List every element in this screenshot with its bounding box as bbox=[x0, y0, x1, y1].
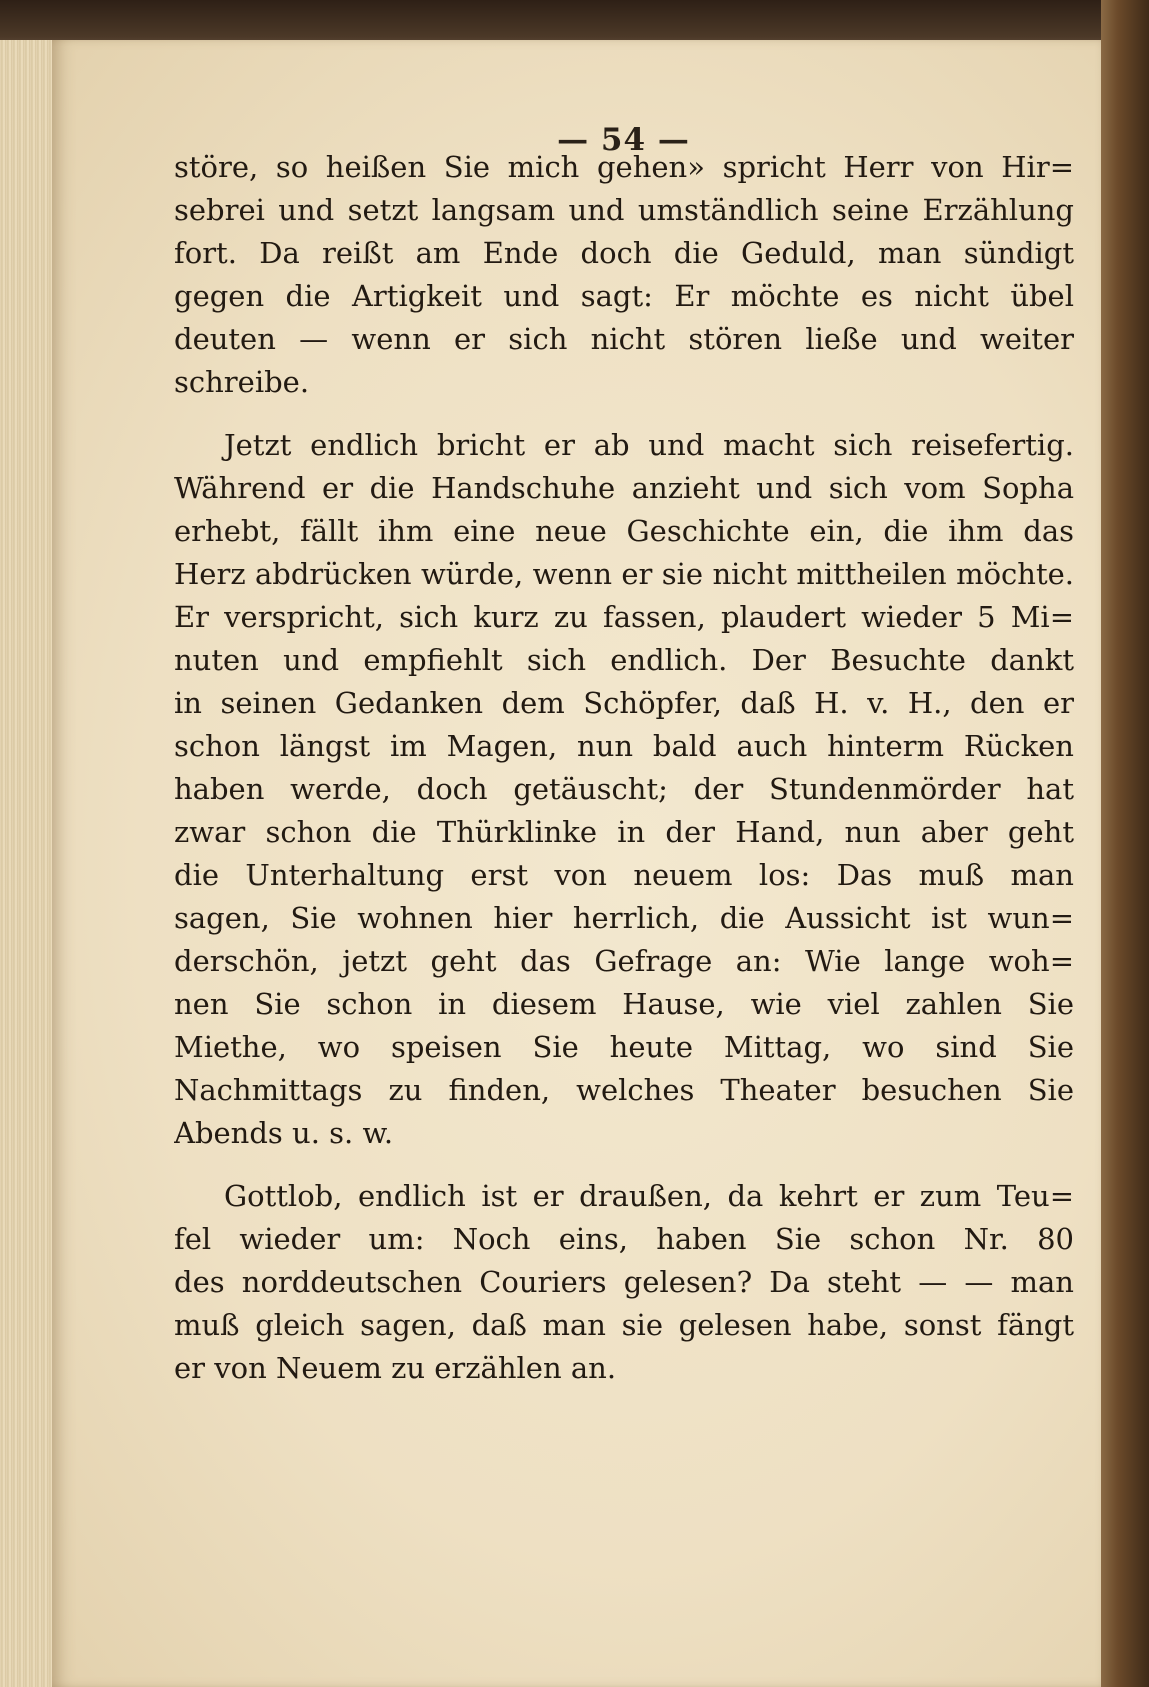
text-line: Jetzt endlich bricht er ab und macht sich reisefertig. bbox=[224, 428, 1074, 462]
text-line: Während er die Handschuhe anzieht und sich vom Sopha bbox=[174, 471, 1074, 505]
text-line: Gottlob, endlich ist er draußen, da kehrt er zum Teu= bbox=[224, 1179, 1074, 1213]
book-cover-edge bbox=[1101, 0, 1149, 1687]
text-line: nuten und empfiehlt sich endlich. Der Besuchte dankt bbox=[174, 643, 1074, 677]
text-line: zwar schon die Thürklinke in der Hand, nun aber geht bbox=[174, 815, 1074, 849]
text-line: haben werde, doch getäuscht; der Stundenmörder hat bbox=[174, 772, 1074, 806]
text-line: Abends u. s. w. bbox=[174, 1116, 394, 1150]
text-line: deuten — wenn er sich nicht stören ließe und weiter bbox=[174, 322, 1074, 356]
text-line: störe, so heißen Sie mich gehen» spricht Herr von Hir= bbox=[174, 150, 1074, 184]
text-line: Miethe, wo speisen Sie heute Mittag, wo sind Sie bbox=[174, 1030, 1074, 1064]
text-line: erhebt, fällt ihm eine neue Geschichte ein, die ihm das bbox=[174, 514, 1074, 548]
text-line: Herz abdrücken würde, wenn er sie nicht mittheilen möchte. bbox=[174, 557, 1074, 591]
text-line: muß gleich sagen, daß man sie gelesen habe, sonst fängt bbox=[174, 1308, 1074, 1342]
text-line: die Unterhaltung erst von neuem los: Das muß man bbox=[174, 858, 1074, 892]
text-line: in seinen Gedanken dem Schöpfer, daß H. v. H., den er bbox=[174, 686, 1074, 720]
text-line: schon längst im Magen, nun bald auch hinterm Rücken bbox=[174, 729, 1074, 763]
body-text bbox=[174, 146, 1074, 1390]
text-line: derschön, jetzt geht das Gefrage an: Wie lange woh= bbox=[174, 944, 1074, 978]
text-line: sagen, Sie wohnen hier herrlich, die Aussicht ist wun= bbox=[174, 901, 1074, 935]
text-line: fort. Da reißt am Ende doch die Geduld, man sündigt bbox=[174, 236, 1074, 270]
text-line: gegen die Artigkeit und sagt: Er möchte es nicht übel bbox=[174, 279, 1074, 313]
paragraph-3 bbox=[174, 1175, 1074, 1390]
text-line: Nachmittags zu finden, welches Theater besuchen Sie bbox=[174, 1073, 1074, 1107]
paragraph-1 bbox=[174, 146, 1074, 404]
text-line: schreibe. bbox=[174, 365, 310, 399]
page-stack-edge bbox=[0, 40, 60, 1687]
text-line: nen Sie schon in diesem Hause, wie viel zahlen Sie bbox=[174, 987, 1074, 1021]
text-line: er von Neuem zu erzählen an. bbox=[174, 1351, 617, 1385]
text-line: Er verspricht, sich kurz zu fassen, plaudert wieder 5 Mi= bbox=[174, 600, 1074, 634]
text-line: sebrei und setzt langsam und umständlich seine Erzählung bbox=[174, 193, 1074, 227]
paragraph-2 bbox=[174, 424, 1074, 1155]
text-line: des norddeutschen Couriers gelesen? Da steht — — man bbox=[174, 1265, 1074, 1299]
page-number: — 54 — bbox=[557, 122, 690, 158]
text-line: fel wieder um: Noch eins, haben Sie schon Nr. 80 bbox=[174, 1222, 1074, 1256]
